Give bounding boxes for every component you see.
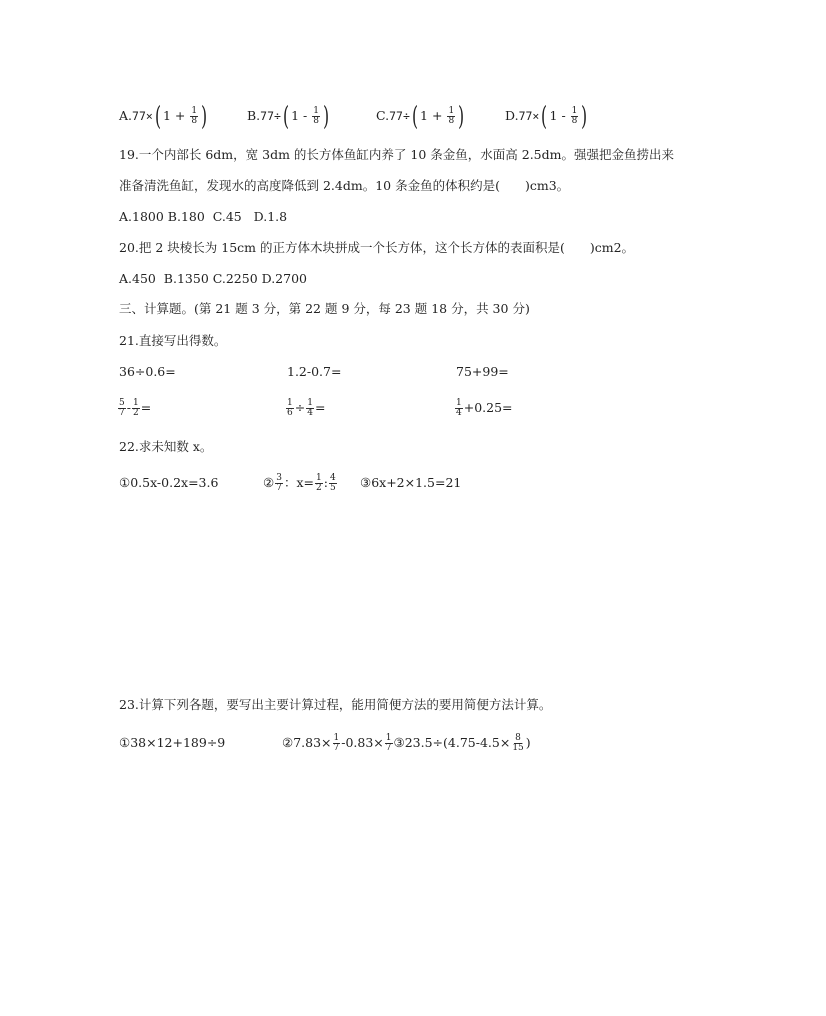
right-paren: ): [201, 101, 208, 132]
option-sign: +: [431, 108, 443, 123]
denominator: 4: [307, 408, 313, 418]
right-paren: ): [581, 101, 588, 132]
q21-r2c2: [285, 398, 325, 418]
right-paren: ): [458, 101, 465, 132]
expression-rest: +0.25=: [463, 400, 513, 415]
denominator: 4: [456, 408, 462, 418]
numerator: 3: [276, 473, 282, 483]
q23-e1: ①38×12+189÷9: [119, 735, 226, 750]
numerator: 1: [307, 398, 313, 408]
q21-r2c3: [454, 398, 513, 418]
fraction: [329, 474, 337, 493]
numerator: 4: [329, 473, 336, 483]
option-expr: 77×: [132, 109, 153, 123]
equals-sign: =: [140, 400, 152, 415]
numerator: 1: [315, 473, 322, 483]
fraction: [455, 399, 463, 418]
left-paren: (: [154, 101, 161, 132]
option-sign: -: [303, 108, 308, 123]
fraction: [385, 734, 393, 753]
q19-line1: 19.一个内部长 6dm，宽 3dm 的长方体鱼缸内养了 10 条金鱼，水面高 2.5dm。强强把金鱼捞出来: [119, 147, 674, 162]
q23-title: 23.计算下列各题，要写出主要计算过程，能用简便方法的要用简便方法计算。: [119, 697, 552, 712]
denominator: 8: [191, 116, 198, 126]
q21-r1c3: 75+99=: [456, 364, 509, 379]
fraction: [306, 399, 314, 418]
q22-e1: ①0.5x-0.2x=3.6: [119, 475, 219, 490]
expression-mid: -0.83×: [341, 735, 384, 750]
q18-option-c: C.77÷( 1 + $\frac{1}{8}$ ): [376, 101, 465, 132]
q21-r1c1: 36÷0.6=: [119, 364, 176, 379]
denominator: 8: [448, 116, 455, 126]
fraction: [447, 107, 455, 126]
denominator: 5: [329, 483, 336, 493]
expression-pre: ③23.5÷(4.75-4.5×: [393, 735, 511, 750]
q21-title: 21.直接写出得数。: [119, 333, 227, 348]
denominator: 2: [315, 483, 322, 493]
option-expr: 77×: [518, 109, 540, 123]
expression-pre: ②7.83×: [282, 735, 332, 750]
numerator: 1: [132, 398, 139, 408]
denominator: 2: [132, 408, 139, 418]
q18-option-b: B.77÷( 1 - $\frac{1}{8}$ ): [247, 101, 330, 132]
option-expr: 77÷: [260, 109, 281, 123]
fraction: [190, 107, 198, 126]
numerator: 1: [571, 106, 578, 116]
q20-options: A.450 B.1350 C.2250 D.2700: [119, 271, 307, 286]
q22-e3: ③6x+2×1.5=21: [360, 475, 462, 490]
left-paren: (: [282, 101, 290, 132]
q21-r2c1: [117, 398, 151, 418]
numerator: 1: [287, 398, 293, 408]
ratio-colon: :: [323, 475, 328, 490]
numerator: 1: [191, 106, 198, 116]
fraction: [118, 399, 126, 418]
right-paren: ): [323, 101, 330, 132]
equals-sign: =: [314, 400, 326, 415]
numerator: 8: [515, 733, 521, 743]
left-paren: (: [411, 101, 418, 132]
option-label: B.: [247, 108, 261, 123]
denominator: 7: [385, 743, 392, 753]
option-sign: -: [561, 108, 566, 123]
denominator: 8: [571, 116, 578, 126]
q22-title: 22.求未知数 x。: [119, 439, 213, 454]
section3-heading: 三、计算题。(第 21 题 3 分，第 22 题 9 分，每 23 题 18 分，共 30 分): [119, 301, 530, 316]
q20-line1: 20.把 2 块棱长为 15cm 的正方体木块拼成一个长方体，这个长方体的表面积是( )cm2。: [119, 240, 635, 255]
fraction: [312, 107, 320, 126]
operator: -: [126, 400, 131, 415]
q18-option-d: D.77×( 1 - $\frac{1}{8}$ ): [505, 101, 588, 132]
denominator: 6: [287, 408, 293, 418]
q19-options: A.1800 B.180 C.45 D.1.8: [119, 209, 288, 224]
option-label: C.: [376, 108, 390, 123]
denominator: 8: [313, 116, 319, 126]
fraction: [333, 734, 341, 753]
numerator: 1: [448, 106, 455, 116]
option-label: A.: [119, 108, 133, 123]
numerator: 5: [119, 398, 125, 408]
numerator: 1: [313, 106, 319, 116]
expression-mid: ：x=: [283, 475, 314, 490]
fraction: [132, 399, 140, 418]
numerator: 1: [456, 398, 462, 408]
denominator: 15: [512, 743, 524, 753]
fraction: [275, 474, 283, 493]
fraction: [511, 734, 524, 753]
fraction: [286, 399, 294, 418]
numerator: 1: [385, 733, 392, 743]
operator: ÷: [294, 400, 306, 415]
circled-number: ②: [263, 475, 275, 490]
q18-option-a: A.77×( 1 + $\frac{1}{8}$ ): [119, 101, 208, 132]
q23-e3: [393, 733, 531, 753]
q22-e2: [263, 473, 338, 493]
left-paren: (: [541, 101, 548, 132]
numerator: 1: [333, 733, 340, 743]
expression-post: ): [525, 735, 531, 750]
denominator: 7: [276, 483, 282, 493]
fraction: [315, 474, 323, 493]
denominator: 7: [119, 408, 125, 418]
q19-line2: 准备清洗鱼缸，发现水的高度降低到 2.4dm。10 条金鱼的体积约是( )cm3。: [119, 178, 570, 193]
q23-e2: [282, 733, 531, 753]
q21-r1c2: 1.2-0.7=: [287, 364, 342, 379]
option-sign: +: [174, 108, 186, 123]
denominator: 7: [333, 743, 340, 753]
option-label: D.: [505, 108, 519, 123]
option-expr: 77÷: [389, 109, 410, 123]
fraction: [571, 107, 579, 126]
